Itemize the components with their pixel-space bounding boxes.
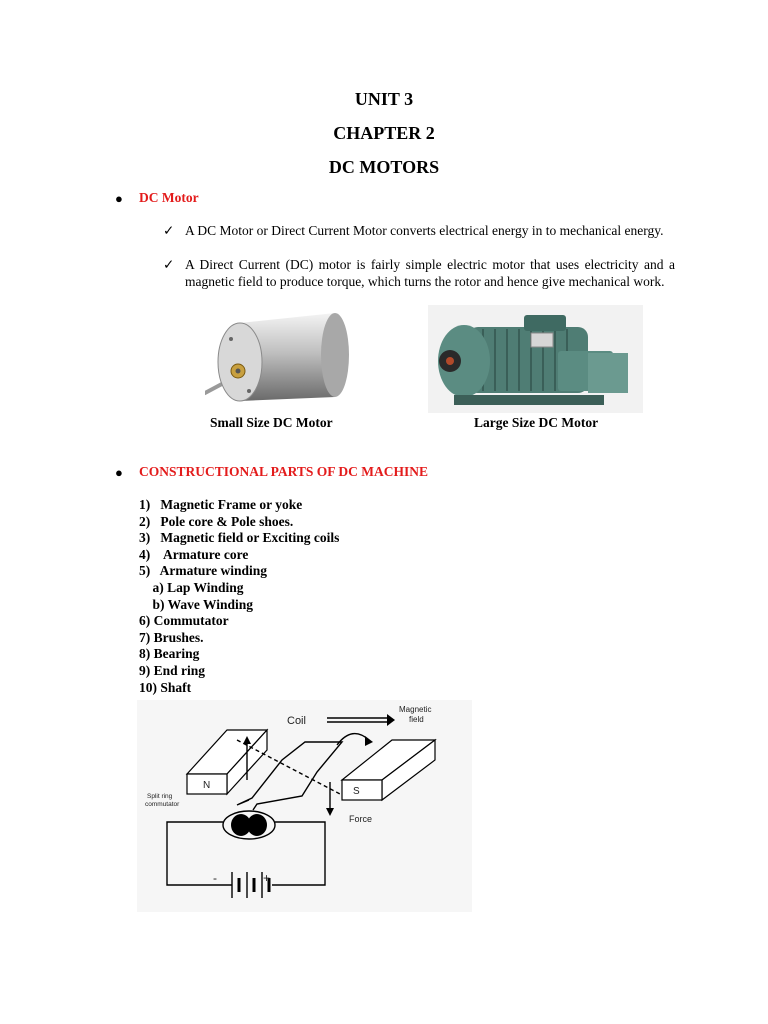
list-item: 1) Magnetic Frame or yoke xyxy=(139,497,303,512)
list-item: 10) Shaft xyxy=(139,679,192,695)
definition-text: A DC Motor or Direct Current Motor converts electrical energy in to mechanical energy. xyxy=(185,223,664,238)
battery-plus-label: + xyxy=(263,871,271,885)
image-caption: Small Size DC Motor xyxy=(210,415,333,430)
list-item: 5) Armature winding xyxy=(139,563,268,579)
force-label: Force xyxy=(349,814,373,824)
list-item: 2) Pole core & Pole shoes. xyxy=(139,513,294,529)
north-pole-label: N xyxy=(203,780,211,791)
small-motor-image xyxy=(205,303,355,408)
south-magnet-face xyxy=(342,780,382,800)
list-item: a) Lap Winding xyxy=(139,579,244,595)
list-item: 8) Bearing xyxy=(139,646,200,662)
chapter-heading: CHAPTER 2 xyxy=(333,123,435,143)
parts-list xyxy=(139,497,339,696)
list-item: b) Wave Winding xyxy=(139,596,254,612)
image-caption: Large Size DC Motor xyxy=(474,415,599,430)
check-icon: ✓ xyxy=(163,257,175,272)
commutator-half-right xyxy=(247,814,267,836)
dc-motor-diagram xyxy=(137,700,472,912)
battery-minus-label: - xyxy=(213,871,217,885)
commutator-label: Split ring xyxy=(147,793,173,800)
unit-heading: UNIT 3 xyxy=(354,89,414,109)
bullet-icon: ● xyxy=(115,191,123,206)
section-heading-dc-motor: DC Motor xyxy=(139,190,199,205)
list-item: 9) End ring xyxy=(139,662,206,678)
commutator-label: commutator xyxy=(145,801,180,808)
list-item: 4) Armature core xyxy=(139,546,249,562)
list-item: 3) Magnetic field or Exciting coils xyxy=(139,530,340,546)
coil-label: Coil xyxy=(287,715,306,727)
large-motor-image xyxy=(428,305,643,413)
list-item xyxy=(163,256,675,290)
magnetic-field-label: Magnetic xyxy=(399,705,432,714)
section-heading-constructional-parts: CONSTRUCTIONAL PARTS OF DC MACHINE xyxy=(139,464,429,479)
check-icon: ✓ xyxy=(163,223,175,238)
definition-text: A Direct Current (DC) motor is fairly simple electric motor that uses electricity and a magnetic field to produce torque, which turns the rotor and hence give mechanical work. xyxy=(185,257,675,289)
bullet-icon: ● xyxy=(115,465,123,480)
page-title: DC MOTORS xyxy=(328,157,440,177)
list-item xyxy=(163,222,675,239)
list-item: 7) Brushes. xyxy=(139,629,204,645)
magnetic-field-label: field xyxy=(409,715,424,724)
list-item: 6) Commutator xyxy=(139,613,229,629)
south-pole-label: S xyxy=(353,786,360,797)
